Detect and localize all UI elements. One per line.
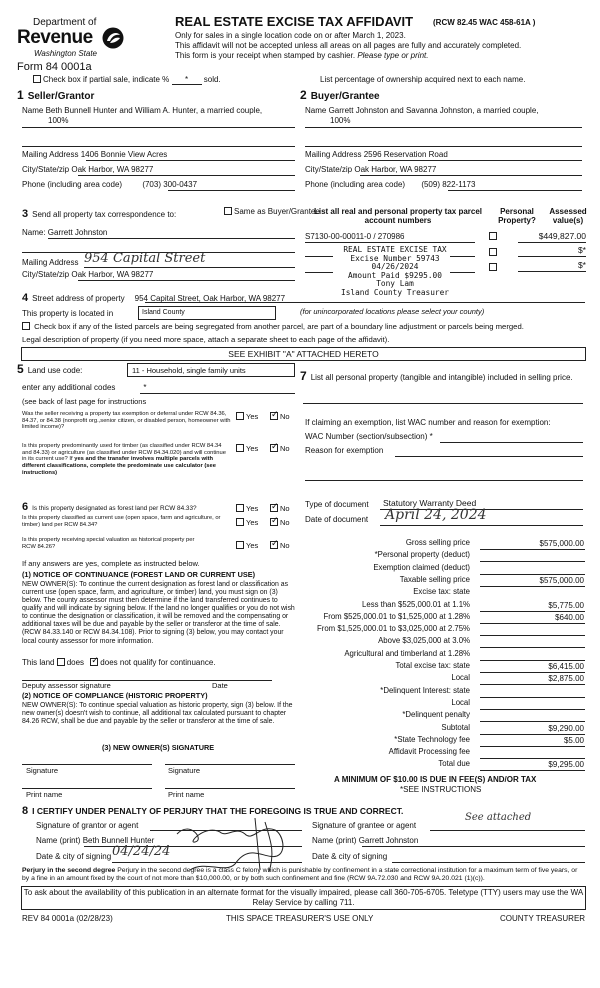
- yes-label: Yes: [246, 504, 259, 513]
- buyer-name[interactable]: Garrett Johnston and Savanna Johnston, a married couple,: [328, 106, 539, 115]
- ownership-note: List percentage of ownership acquired next to each name.: [320, 75, 526, 84]
- parcel-1[interactable]: S7130-00-00011-0 / 270986: [305, 232, 405, 241]
- tax-row-label: Total excise tax: state: [395, 661, 470, 670]
- tax-row-underline: [480, 684, 585, 685]
- tax-row-underline: [480, 586, 585, 587]
- form-title-ref: (RCW 82.45 WAC 458-61A ): [433, 18, 536, 27]
- header-line3: This form is your receipt when stamped by cashier.: [175, 51, 356, 60]
- tax-row-label: Gross selling price: [405, 538, 470, 547]
- grantee-signature-value[interactable]: See attached: [465, 812, 532, 823]
- doc-date-label: Date of document: [305, 515, 369, 524]
- notice-compliance-title: (2) NOTICE OF COMPLIANCE (HISTORIC PROPERTY): [22, 691, 208, 700]
- grantor-date[interactable]: 04/24/24: [112, 844, 171, 859]
- tax-row-underline: [480, 770, 585, 771]
- tax-row-label: *Delinquent Interest: state: [380, 685, 470, 695]
- section-6-number: 6: [22, 501, 29, 513]
- dept-line1: Department of: [33, 17, 97, 28]
- land-use-label: Land use code:: [27, 366, 83, 375]
- additional-codes-label: enter any additional codes: [22, 383, 116, 392]
- partial-sale-suffix: sold.: [203, 75, 221, 84]
- new-owner-print-1[interactable]: Print name: [26, 790, 63, 799]
- tax-row-label: Total due: [438, 759, 470, 769]
- section3-name-label: Name:: [22, 228, 46, 237]
- certify-statement: I CERTIFY UNDER PENALTY OF PERJURY THAT THE FOREGOING IS TRUE AND CORRECT.: [32, 806, 404, 816]
- same-as-buyer-checkbox[interactable]: [224, 207, 232, 215]
- land-use-select[interactable]: [127, 363, 295, 377]
- deputy-date-label: Date: [212, 681, 228, 690]
- segregated-checkbox[interactable]: [22, 322, 30, 330]
- land-use-code: 11 - Household, single family units: [132, 366, 246, 375]
- seller-name[interactable]: Beth Bunnell Hunter and William A. Hunter, a married couple,: [45, 106, 263, 115]
- q-current-use-yes[interactable]: [236, 518, 244, 526]
- section-3-number: 3: [22, 208, 29, 220]
- buyer-city-label: City/State/zip: [305, 165, 353, 174]
- legal-description-label: Legal description of property (if you need more space, attach a separate sheet to each page of the affidavit).: [22, 335, 390, 344]
- q-forest-no[interactable]: ✓: [271, 501, 279, 511]
- street-address[interactable]: 954 Capital Street, Oak Harbor, WA 98277: [134, 294, 286, 303]
- street-address-label: Street address of property: [32, 294, 125, 303]
- grantor-print-name[interactable]: Beth Bunnell Hunter: [82, 836, 155, 845]
- tax-row-underline: [480, 647, 585, 648]
- new-owner-signature-1[interactable]: Signature: [26, 766, 59, 775]
- deputy-signature-label: Deputy assessor signature: [22, 681, 111, 690]
- notice-continuance-title: (1) NOTICE OF CONTINUANCE (FOREST LAND OR CURRENT USE): [22, 570, 256, 579]
- stamp-line1: REAL ESTATE EXCISE TAX: [343, 245, 447, 254]
- county-select[interactable]: [138, 306, 276, 320]
- buyer-pct[interactable]: 100%: [330, 116, 351, 125]
- partial-sale-label: Check box if partial sale, indicate %: [43, 75, 170, 84]
- buyer-mailing-label: Mailing Address: [305, 150, 362, 159]
- tax-row-label: Local: [451, 697, 470, 707]
- buyer-mailing[interactable]: 2596 Reservation Road: [363, 150, 448, 159]
- partial-sale-value[interactable]: *: [172, 75, 202, 85]
- stamp-line5: Tony Lam: [376, 279, 414, 289]
- assessed-value-1[interactable]: $449,827.00: [538, 231, 586, 241]
- dept-line3: Washington State: [34, 49, 98, 58]
- see-instructions: *SEE INSTRUCTIONS: [400, 785, 482, 794]
- seller-city[interactable]: Oak Harbor, WA 98277: [71, 165, 154, 174]
- tax-row-underline: [480, 672, 585, 673]
- q-exemption-yes[interactable]: [236, 412, 244, 420]
- grantor-date-label: Date & city of signing: [36, 852, 112, 861]
- land-does-label: does: [66, 658, 85, 667]
- section-4-number: 4: [22, 292, 29, 304]
- personal-property-header: Personal Property?: [498, 207, 536, 226]
- section3-mailing-label: Mailing Address: [22, 258, 79, 267]
- header-line3-italic: Please type or print.: [357, 51, 429, 60]
- personal-property-checkbox-1[interactable]: [489, 232, 497, 240]
- legal-description-value[interactable]: SEE EXHIBIT "A" ATTACHED HERETO: [21, 347, 586, 361]
- tax-row-underline: [480, 709, 585, 710]
- tax-row-label: Excise tax: state: [413, 587, 470, 597]
- seller-mailing[interactable]: 1406 Bonnie View Acres: [80, 150, 168, 159]
- grantor-print-label: Name (print): [36, 836, 81, 845]
- dept-line2: Revenue: [17, 27, 93, 48]
- exemption-label: If claiming an exemption, list WAC number and reason for exemption:: [305, 418, 551, 427]
- tax-row-underline: [480, 611, 585, 612]
- wac-label: WAC Number (section/subsection): [305, 432, 428, 441]
- seller-mailing-label: Mailing Address: [22, 150, 79, 159]
- form-revision: REV 84 0001a (02/28/23): [22, 914, 113, 923]
- tax-row-value[interactable]: $575,000.00: [539, 575, 584, 585]
- q-timber: Is this property predominantly used for timber (as classified under RCW 84.34 and 84.33) or agriculture (as classified under RCW 84.34.020) and will continue in its current use? If: [22, 443, 226, 463]
- q-historic: Is this property receiving special valuation as historical property per RCW 84.26?: [22, 537, 195, 550]
- parcel-header: List all real and personal property tax parcel account numbers: [313, 207, 483, 226]
- grantor-signature-label: Signature of grantor or agent: [36, 821, 139, 830]
- tax-row-underline: [480, 635, 585, 636]
- treasurer-stamp: [335, 246, 455, 297]
- new-owner-signature-2[interactable]: Signature: [168, 766, 201, 775]
- see-back-note: (see back of last page for instructions: [22, 397, 147, 406]
- yes-label: Yes: [246, 412, 259, 421]
- additional-codes-value[interactable]: *: [143, 383, 147, 392]
- tax-row-underline: [480, 660, 585, 661]
- seller-name-label: Name: [22, 106, 44, 115]
- yes-label: Yes: [246, 518, 259, 527]
- tax-row-underline: [480, 758, 585, 759]
- no-label: No: [280, 504, 290, 513]
- q-historic-yes[interactable]: [236, 541, 244, 549]
- segregated-label: Check box if any of the listed parcels are being segregated from another parcel, are part of a boundary line adjustment or parcels being merged.: [34, 322, 524, 331]
- q-forest: Is this property designated as forest land per RCW 84.33?: [32, 505, 197, 512]
- section3-city[interactable]: Oak Harbor, WA 98277: [71, 270, 154, 279]
- this-land-label: This land: [22, 658, 55, 667]
- assessed-header: Assessed value(s): [549, 207, 587, 226]
- tax-row-label: Taxable selling price: [399, 574, 470, 584]
- stamp-line4: Amount Paid $9295.00: [348, 270, 442, 280]
- if-yes-note: If any answers are yes, complete as instructed below.: [22, 559, 200, 568]
- tax-row-value[interactable]: $2,875.00: [548, 674, 584, 684]
- no-label: No: [280, 518, 290, 527]
- grantee-print-label: Name (print): [312, 836, 357, 845]
- partial-sale-checkbox[interactable]: [33, 75, 41, 83]
- section3-mailing[interactable]: 954 Capital Street: [84, 251, 206, 266]
- tax-row-underline: [480, 574, 585, 575]
- tax-row-label: *Personal property (deduct): [374, 550, 470, 560]
- section3-city-label: City/State/zip: [22, 270, 70, 279]
- q-historic-no[interactable]: ✓: [271, 538, 279, 548]
- assessed-value-3[interactable]: $*: [577, 260, 586, 270]
- buyer-city[interactable]: Oak Harbor, WA 98277: [354, 165, 437, 174]
- section-7-number: 7: [300, 369, 307, 383]
- personal-property-checkbox-2[interactable]: [489, 248, 497, 256]
- section-8-number: 8: [22, 805, 29, 817]
- personal-property-label: List all personal property (tangible and intangible) included in selling price.: [310, 373, 573, 382]
- tax-row-underline: [480, 623, 585, 624]
- grantee-signature-label: Signature of grantee or agent: [312, 821, 417, 830]
- tax-row-underline: [480, 721, 585, 722]
- q-exemption-no[interactable]: ✓: [271, 409, 279, 419]
- buyer-phone-label: Phone (including area code): [305, 180, 406, 189]
- form-title: REAL ESTATE EXCISE TAX AFFIDAVIT: [175, 14, 414, 29]
- tax-row-underline: [480, 549, 585, 550]
- stamp-line3: 04/26/2024: [371, 262, 419, 272]
- same-as-buyer-label: Same as Buyer/Grantee: [234, 207, 320, 216]
- tax-row-label: From $525,000.01 to $1,525,000 at 1.28%: [323, 611, 470, 621]
- new-owner-print-2[interactable]: Print name: [168, 790, 205, 799]
- buyer-name-label: Name: [305, 106, 327, 115]
- q-forest-yes[interactable]: [236, 504, 244, 512]
- tax-row-label: *State Technology fee: [394, 734, 470, 744]
- tax-row-underline: [480, 697, 585, 698]
- tax-row-label: Affidavit Processing fee: [388, 747, 470, 757]
- q-current-use-no[interactable]: ✓: [271, 515, 279, 525]
- tax-row-underline: [480, 746, 585, 747]
- grantee-print-name[interactable]: Garrett Johnston: [358, 836, 419, 845]
- notice-continuance-body: NEW OWNER(S): To continue the current designation as forest land or classification as current use (open space, farm, and agriculture, or timber) land, you must sign on (3) below. The county assessor must then determine if the land transferred continues to qualify and will indicate by signing below. If the land no longer qualifies or you do not wish to continue the designation or classification, it will be removed and the compensating or additional taxes will be due and payable by the seller or transferor at the time of sale. (RCW 84.33.140 or RCW 84.34.108). Prior to signing (3) below, you may contact your local county assessor for more information.: [22, 581, 295, 645]
- tax-row-label: From $1,525,000.01 to $3,025,000 at 2.75%: [316, 624, 470, 634]
- tax-row-value[interactable]: $9,290.00: [548, 723, 584, 733]
- tax-row-underline: [480, 734, 585, 735]
- buyer-title: Buyer/Grantee: [310, 91, 380, 102]
- doc-date[interactable]: April 24, 2024: [385, 507, 487, 523]
- minimum-fee-note: A MINIMUM OF $10.00 IS DUE IN FEE(S) AND/OR TAX: [334, 775, 537, 784]
- seller-phone[interactable]: (703) 300-0437: [142, 180, 198, 189]
- seller-phone-label: Phone (including area code): [22, 180, 123, 189]
- tax-row-label: Exemption claimed (deduct): [373, 562, 470, 572]
- unincorporated-note: (for unincorporated locations please select your county): [300, 307, 485, 316]
- yes-label: Yes: [246, 541, 259, 550]
- notice-compliance-body: NEW OWNER(S): To continue special valuation as historic property, sign (3) below. If the new owner(s) doesn't wish to continue, all additional tax calculated pursuant to chapter 84.26 RCW, shall be due and payable by the seller or transferor at the time of sale.: [22, 702, 293, 726]
- tax-row-value[interactable]: $575,000.00: [539, 539, 584, 548]
- assessed-value-2[interactable]: $*: [577, 245, 586, 255]
- treasurer-use-only: THIS SPACE TREASURER'S USE ONLY: [226, 914, 374, 923]
- alternate-format-note: To ask about the availability of this publication in an alternate format for the visually impaired, please call 360-705-6705. Teletype (TTY) users may use the WA Relay Service by calling 711.: [21, 886, 586, 910]
- tax-row-label: Local: [451, 673, 470, 683]
- no-label: No: [280, 541, 290, 550]
- perjury-bold: Perjury in the second degree: [22, 867, 116, 874]
- perjury-statement: Perjury in the second degree is a class C felony which is punishable by confinement in a state correctional institution for a maximum term of five years, or by a fine in an amount fixed by the court of not more than $10,000.00, or by both such confinement and fine (RCW 9A.72.030 and RCW 9A.20.021 (1)(c)).: [22, 867, 578, 883]
- land-does-not-checkbox[interactable]: ✓: [91, 655, 99, 665]
- tax-row-label: Above $3,025,000 at 3.0%: [378, 636, 470, 646]
- stamp-line6: Island County Treasurer: [341, 287, 449, 297]
- exemption-reason-label: Reason for exemption: [305, 446, 384, 455]
- q-current-use: Is this property classified as current use (open space, farm and agriculture, or timber) land per RCW 84.34?: [22, 515, 221, 528]
- q-exemption: Was the seller receiving a property tax exemption or deferral under RCW 84.36, 84.37, or 84.38 (nonprofit org.,senior citizen, or disabled person, homeowner with limited income)?: [22, 411, 231, 431]
- section-3-label: Send all property tax correspondence to:: [32, 210, 177, 219]
- q-timber-no[interactable]: ✓: [271, 441, 279, 451]
- personal-property-checkbox-3[interactable]: [489, 263, 497, 271]
- land-does-checkbox[interactable]: [57, 658, 65, 666]
- section-5-number: 5: [17, 362, 24, 376]
- doc-type[interactable]: Statutory Warranty Deed: [383, 498, 477, 508]
- county-value: Island County: [142, 309, 185, 316]
- tax-row-value[interactable]: $9,295.00: [548, 760, 584, 770]
- q-timber-bold: yes and the transfer involves multiple parcels with different classifications, complete the predominate use calculator (see instructions): [22, 456, 216, 476]
- seller-pct[interactable]: 100%: [48, 116, 69, 125]
- no-label: No: [280, 444, 290, 453]
- grantee-date-label: Date & city of signing: [312, 852, 388, 861]
- dor-logo-icon: [101, 26, 125, 50]
- county-treasurer-label: COUNTY TREASURER: [500, 914, 586, 923]
- new-owner-signature-title: (3) NEW OWNER(S) SIGNATURE: [102, 743, 215, 752]
- stamp-line2: Excise Number 59743: [350, 253, 440, 263]
- tax-row-label: Less than $525,000.01 at 1.1%: [362, 599, 470, 609]
- header-line1: Only for sales in a single location code on or after March 1, 2023.: [175, 31, 406, 40]
- land-does-not-label: does not qualify for continuance.: [100, 658, 216, 667]
- section-1-number: 1: [17, 88, 24, 102]
- tax-row-label: Subtotal: [441, 722, 470, 732]
- q-timber-yes[interactable]: [236, 444, 244, 452]
- tax-row-value[interactable]: $6,415.00: [548, 662, 584, 671]
- tax-row-value[interactable]: $640.00: [555, 612, 584, 622]
- tax-row-label: Agricultural and timberland at 1.28%: [344, 648, 470, 658]
- tax-row-label: *Delinquent penalty: [402, 710, 470, 720]
- seller-title: Seller/Grantor: [27, 91, 95, 102]
- header-line2: This affidavit will not be accepted unless all areas on all pages are fully and accurately completed.: [175, 41, 522, 50]
- wac-value[interactable]: *: [429, 432, 433, 441]
- form-number: Form 84 0001a: [17, 61, 92, 73]
- buyer-phone[interactable]: (509) 822-1173: [421, 180, 476, 189]
- doc-type-label: Type of document: [305, 500, 369, 509]
- section3-name[interactable]: Garrett Johnston: [47, 228, 108, 237]
- tax-row-underline: [480, 561, 585, 562]
- seller-city-label: City/State/zip: [22, 165, 70, 174]
- tax-row-value[interactable]: $5.00: [563, 735, 584, 745]
- section-2-number: 2: [300, 88, 307, 102]
- yes-label: Yes: [246, 444, 259, 453]
- no-label: No: [280, 412, 290, 421]
- located-label: This property is located in: [22, 309, 114, 318]
- tax-row-value[interactable]: $5,775.00: [548, 600, 584, 610]
